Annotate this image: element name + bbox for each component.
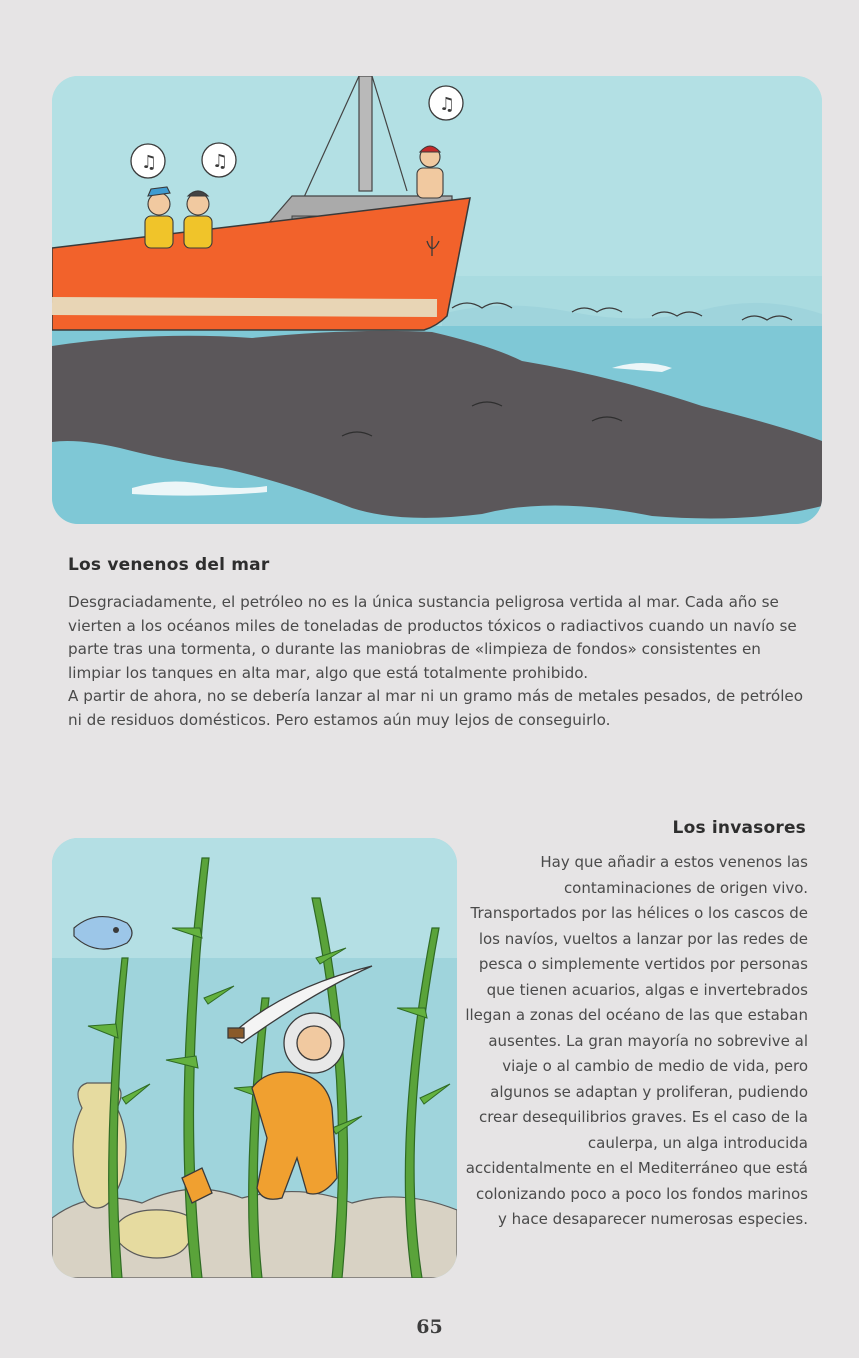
paragraph: Desgraciadamente, el petróleo no es la única sustancia peligrosa vertida al mar. Cada año se vierten a los océanos miles de toneladas de productos tóxicos o radiactivos cuando un navío se parte tras una tormenta, o durante las maniobras de «limpieza de fondos» consistentes en limpiar los tanques en alta mar, algo que está totalmente prohibido. [68,593,797,682]
section-title: Los invasores [672,818,806,838]
paragraph: A partir de ahora, no se debería lanzar al mar ni un gramo más de metales pesados, de petróleo ni de residuos domésticos. Pero estamos aún muy lejos de conseguirlo. [68,687,804,729]
svg-text:♫: ♫ [439,94,456,115]
oil-tanker-icon [52,76,822,524]
oil-spill-illustration [52,76,822,524]
svg-text:♫: ♫ [141,152,158,173]
diver-in-seaweed-icon [52,838,457,1278]
section-title: Los venenos del mar [68,555,270,575]
page-number: 65 [416,1316,443,1338]
section-body: Hay que añadir a estos venenos las contaminaciones de origen vivo. Transportados por las hélices o los cascos de los navíos, vueltos a lanzar por las redes de pesca o simplemente vertidos por personas que tienen acuarios, algas e invertebrados llegan a zonas del océano de las que estaban ausentes. La gran mayoría no sobrevive al viaje o al cambio de medio de vida, pero algunos se adaptan y proliferan, pudiendo crear desequilibrios graves. Es el caso de la caulerpa, un alga introducida accidentalmente en el Mediterráneo que está colonizando poco a poco los fondos marinos y hace desaparecer numerosas especies. [465,853,808,1228]
sailor-middle [184,191,212,248]
sailor-right [417,146,443,198]
diver-seaweed-illustration [52,838,457,1278]
svg-text:♫: ♫ [212,151,229,172]
section-body [68,591,808,732]
